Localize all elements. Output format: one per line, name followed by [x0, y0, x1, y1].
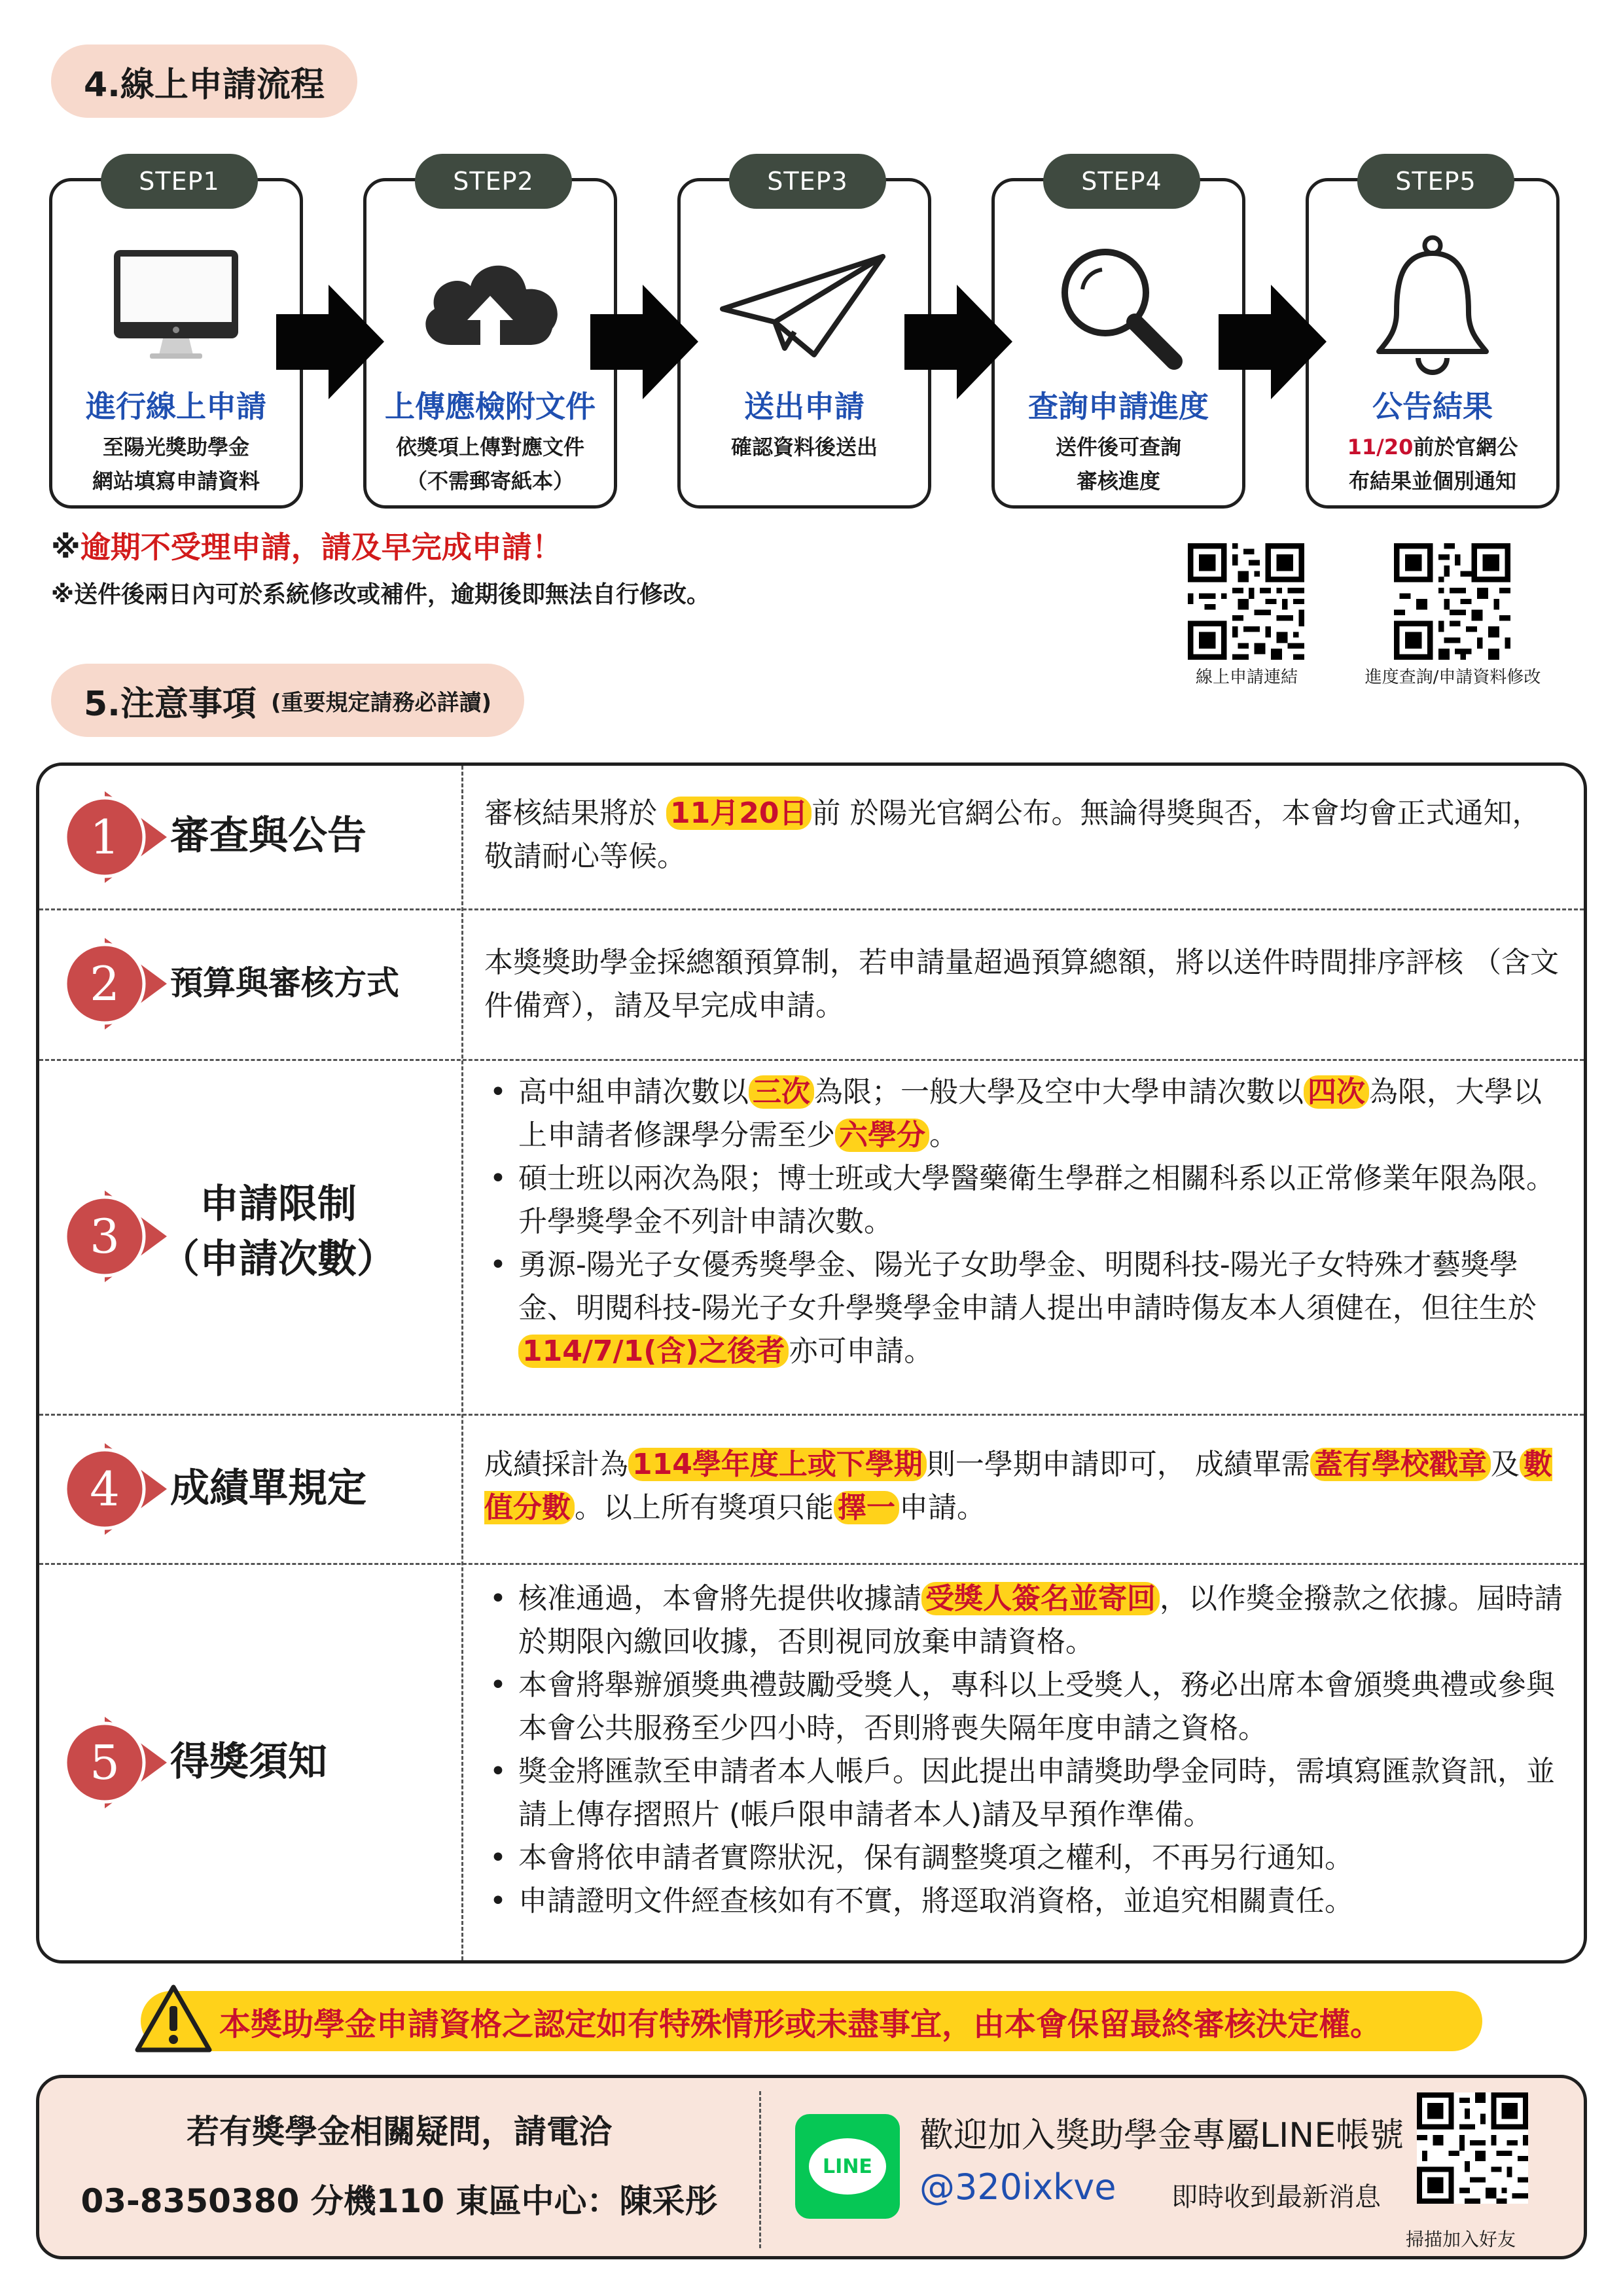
content-text: 前 於陽光官網公布。無論得獎與否，本會均會正式通知，敬請耐心等候。 — [484, 797, 1541, 873]
section-5-title — [51, 664, 524, 737]
highlight: 114/7/1(含)之後者 — [518, 1335, 789, 1368]
badge-number: 2 — [90, 956, 120, 1011]
badge-number: 5 — [90, 1735, 120, 1790]
qr-code-line[interactable] — [1417, 2092, 1528, 2204]
qr-caption: 掃描加入好友 — [1406, 2229, 1516, 2250]
contact-heading: 若有獎學金相關疑問，請電洽 — [187, 2113, 612, 2151]
line-benefit-text: 即時收到最新消息 — [1171, 2182, 1381, 2212]
badge-number: 1 — [90, 810, 120, 865]
highlight: 數值分數 — [484, 1448, 1552, 1524]
warning-text: 逾期不受理申請，請及早完成申請！ — [80, 529, 562, 565]
row-title — [151, 1177, 406, 1287]
highlight: 三次 — [749, 1075, 814, 1109]
step-desc-line: （不需郵寄紙本） — [406, 469, 574, 493]
number-badge — [59, 788, 170, 886]
contact-phone[interactable]: 03-8350380 分機110 東區中心：陳采彤 — [80, 2182, 718, 2220]
warning-mark: ※ — [51, 529, 80, 565]
step-description — [681, 430, 928, 464]
highlight: 114學年度上或下學期 — [628, 1448, 927, 1481]
row-title-line: （申請次數） — [160, 1236, 396, 1282]
highlight: 四次 — [1304, 1075, 1369, 1109]
footer-divider — [759, 2091, 761, 2248]
highlight: 擇一 — [834, 1491, 899, 1524]
line-logo-text: LINE — [809, 2138, 886, 2195]
magnifier-icon — [995, 227, 1242, 384]
paper-plane-icon — [681, 227, 928, 384]
list-item — [484, 1577, 1564, 1664]
content-text: ，以作獎金撥款之依據。屆時請於期限內繳回收據，否則視同放棄申請資格。 — [518, 1582, 1563, 1659]
highlight: 受獎人簽名並寄回 — [921, 1582, 1160, 1615]
notes-table — [36, 762, 1587, 1964]
content-text: 。 — [929, 1119, 958, 1152]
step-tag: STEP3 — [729, 154, 886, 209]
phone-contact — [39, 2078, 759, 2256]
revision-note: ※送件後兩日內可於系統修改或補件，逾期後即無法自行修改。 — [51, 581, 710, 608]
content-text: 為限，大學以上申請者修課學分需至少 — [518, 1075, 1542, 1152]
content-text: 。以上所有獎項只能 — [575, 1491, 834, 1524]
step-tag: STEP4 — [1043, 154, 1200, 209]
row-title: 得獎須知 — [170, 1739, 327, 1785]
row-title: 成績單規定 — [170, 1465, 366, 1511]
step-description — [52, 430, 300, 498]
step-card-4 — [991, 167, 1245, 509]
content-text: 申請。 — [899, 1491, 986, 1524]
notes-row-4 — [39, 1414, 1584, 1563]
step-tag: STEP5 — [1357, 154, 1514, 209]
highlight-date: 11月20日 — [666, 797, 812, 830]
arrow-right-icon — [590, 285, 698, 399]
badge-number: 4 — [90, 1462, 120, 1516]
row-title: 預算與審核方式 — [170, 964, 399, 1002]
step-desc-line: 審核進度 — [1076, 469, 1160, 493]
step-description — [366, 430, 614, 498]
section-5-title-text: 5.注意事項 — [84, 684, 257, 724]
notes-row-5 — [39, 1563, 1584, 1964]
content-text: 為限；一般大學及空中大學申請次數以 — [814, 1075, 1304, 1109]
content-text: 勇源-陽光子女優秀獎學金、陽光子女助學金、明閱科技-陽光子女特殊才藝獎學金、明閱科技-陽光子女升學獎學金申請人提出申請時傷友本人須健在，但往生於 — [518, 1248, 1537, 1325]
arrow-right-icon — [904, 285, 1012, 399]
step-tag: STEP1 — [101, 154, 258, 209]
line-invite-text: 歡迎加入獎助學金專屬LINE帳號 — [919, 2116, 1404, 2155]
step-desc-line: 送件後可查詢 — [1055, 435, 1181, 459]
step-title: 查詢申請進度 — [1028, 389, 1209, 424]
row-content-list — [484, 1071, 1564, 1373]
content-text: 亦可申請。 — [789, 1335, 933, 1368]
qr-caption: 進度查詢/申請資料修改 — [1364, 668, 1541, 687]
notes-row-3 — [39, 1059, 1584, 1414]
notice-text: 本獎助學金申請資格之認定如有特殊情形或未盡事宜，由本會保留最終審核決定權。 — [219, 2005, 1382, 2043]
section-4-title-text: 4.線上申請流程 — [84, 65, 325, 105]
qr-code-progress[interactable] — [1394, 543, 1510, 660]
date-highlight: 11/20 — [1347, 435, 1414, 459]
step-title: 上傳應檢附文件 — [385, 389, 596, 424]
step-description — [995, 430, 1242, 498]
row-content: 本獎獎助學金採總額預算制，若申請量超過預算總額，將以送件時間排序評核 （含文件備齊），請及早完成申請。 — [484, 946, 1559, 1022]
content-text: 審核結果將於 — [484, 797, 666, 830]
content-text: 核准通過，本會將先提供收據請 — [518, 1582, 921, 1615]
line-app-icon[interactable] — [795, 2114, 900, 2219]
arrow-right-icon — [1219, 285, 1327, 399]
number-badge — [59, 1440, 170, 1538]
step-desc-line: 依獎項上傳對應文件 — [395, 435, 584, 459]
list-item: • 碩士班以兩次為限；博士班或大學醫藥衛生學群之相關科系以正常修業年限為限。升學獎學金不列計申請次數。 — [484, 1157, 1564, 1244]
row-content-list — [484, 1577, 1564, 1923]
content-text: 則一學期申請即可， 成績單需 — [926, 1448, 1310, 1481]
step-title: 公告結果 — [1372, 389, 1493, 424]
content-text: 及 — [1490, 1448, 1520, 1481]
step-title: 進行線上申請 — [86, 389, 266, 424]
contact-footer — [36, 2075, 1587, 2259]
cloud-upload-icon — [366, 227, 614, 384]
number-badge — [59, 1713, 170, 1812]
step-card-1 — [49, 167, 303, 509]
list-item: • 申請證明文件經查核如有不實，將逕取消資格，並追究相關責任。 — [484, 1880, 1564, 1923]
list-item: • 本會將舉辦頒獎典禮鼓勵受獎人，專科以上受獎人，務必出席本會頒獎典禮或參與本會公共服務至少四小時，否則將喪失隔年度申請之資格。 — [484, 1664, 1564, 1750]
arrow-right-icon — [276, 285, 384, 399]
section-4-title — [51, 45, 357, 118]
qr-caption: 線上申請連結 — [1195, 668, 1298, 687]
warning-triangle-icon — [134, 1983, 213, 2055]
step-card-3 — [677, 167, 931, 509]
step-desc-line — [1309, 430, 1556, 464]
final-authority-notice — [141, 1991, 1482, 2051]
list-item — [484, 1071, 1564, 1157]
step-desc-text: 前於官網公 — [1413, 435, 1518, 459]
row-content — [484, 792, 1564, 878]
step-desc-line: 至陽光獎助學金 — [102, 435, 249, 459]
deadline-warning — [51, 524, 562, 567]
section-5-subtitle: (重要規定請務必詳讀) — [270, 689, 492, 716]
step-desc-line: 布結果並個別通知 — [1348, 469, 1516, 493]
number-badge — [59, 935, 170, 1033]
step-tag: STEP2 — [415, 154, 572, 209]
notes-row-1 — [39, 766, 1584, 908]
step-card-5 — [1306, 167, 1560, 509]
step-description — [1309, 430, 1556, 498]
step-desc-line: 確認資料後送出 — [730, 435, 878, 459]
list-item: • 獎金將匯款至申請者本人帳戶。因此提出申請獎助學金同時，需填寫匯款資訊，並請上傳存摺照片 (帳戶限申請者本人)請及早預作準備。 — [484, 1750, 1564, 1837]
content-text: 成績採計為 — [484, 1448, 628, 1481]
monitor-icon — [52, 227, 300, 384]
step-title: 送出申請 — [744, 389, 865, 424]
highlight: 蓋有學校戳章 — [1310, 1448, 1491, 1481]
qr-code-apply[interactable] — [1188, 543, 1304, 660]
content-text: 高中組申請次數以 — [518, 1075, 749, 1109]
line-id[interactable]: @320ixkve — [919, 2166, 1116, 2208]
notes-row-2 — [39, 908, 1584, 1059]
row-title: 審查與公告 — [170, 813, 366, 859]
row-content — [484, 1443, 1564, 1530]
step-card-2 — [363, 167, 617, 509]
highlight: 六學分 — [835, 1119, 929, 1152]
row-title-line: 申請限制 — [200, 1181, 357, 1227]
list-item: • 本會將依申請者實際狀況，保有調整獎項之權利，不再另行通知。 — [484, 1837, 1564, 1880]
bell-icon — [1309, 227, 1556, 384]
badge-number: 3 — [90, 1209, 120, 1264]
step-desc-line: 網站填寫申請資料 — [92, 469, 260, 493]
list-item — [484, 1244, 1564, 1373]
